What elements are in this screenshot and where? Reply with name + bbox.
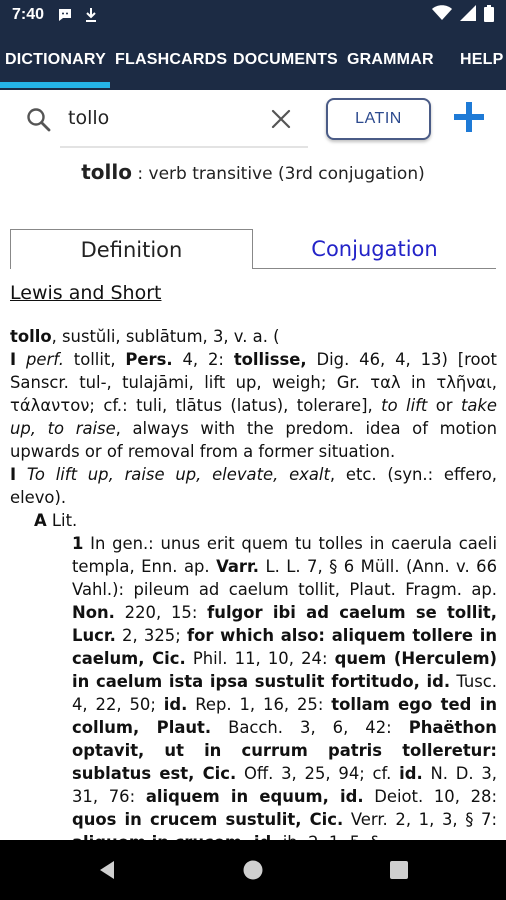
definition-paragraph — [10, 325, 497, 348]
text-run: Lit. — [46, 511, 78, 530]
text-run: Phil. 11, 10, 24: — [185, 649, 335, 668]
text-run: tollo — [10, 327, 52, 346]
text-run: tollam ego ted in collum, Plaut. — [72, 695, 498, 737]
home-icon[interactable] — [242, 859, 264, 881]
text-run: 4, 2: — [172, 350, 234, 369]
tab-flashcards[interactable]: FLASHCARDS — [115, 51, 228, 68]
main-tab-bar — [0, 30, 506, 90]
definition-paragraph — [10, 348, 497, 463]
text-run: quem (Herculem) in caelum ista ipsa sustulit fortitudo, id. — [72, 649, 498, 691]
text-run: L. L. 7, § 6 Müll. (Ann. v. 66 Vahl.): pileum ad caelum tollit, Plaut. Fragm. ap. — [72, 557, 497, 599]
system-nav-bar — [0, 840, 506, 900]
status-time: 7:40 — [12, 6, 45, 23]
search-underline — [60, 146, 308, 148]
text-run: Non. — [72, 603, 115, 622]
back-icon[interactable] — [96, 859, 118, 881]
tab-dictionary[interactable]: DICTIONARY — [5, 51, 106, 68]
headword: tollo — [81, 160, 132, 184]
text-run: 1 — [72, 534, 84, 553]
search-row — [0, 90, 506, 148]
part-of-speech: : verb transitive (3rd conjugation) — [132, 164, 425, 184]
text-run: Tusc. 4, 22, 50; — [72, 672, 497, 714]
search-input[interactable] — [68, 102, 258, 134]
text-run: take up, to raise — [10, 396, 497, 438]
text-run: Dig. 46, 4, 13) [root Sanscr. tul-, tulajāmi, lift up, weigh; Gr. ταλ in τλῆναι, τάλαντον; cf.: tuli, tlātus (latus), tolerare], — [10, 350, 497, 415]
tab-grammar[interactable]: GRAMMAR — [347, 51, 434, 68]
text-run: 2, 325; — [115, 626, 187, 645]
tab-documents[interactable]: DOCUMENTS — [233, 51, 338, 68]
definition-paragraph — [10, 532, 497, 854]
text-run: , always with the predom. idea of motion upwards or of removal from a former situation. — [10, 419, 497, 461]
tab-help[interactable]: HELP — [460, 51, 504, 68]
tab-definition[interactable]: Definition — [10, 229, 253, 269]
chat-notification-icon — [56, 7, 74, 23]
text-run: I — [10, 350, 17, 369]
text-run: tollit, — [63, 350, 126, 369]
text-run: I — [10, 465, 17, 484]
text-run: aliquem in equum, id. — [145, 787, 364, 806]
status-bar — [0, 0, 506, 30]
text-run: perf. — [25, 350, 64, 369]
wifi-icon — [432, 5, 452, 25]
text-run: quos in crucem sustulit, Cic. — [72, 810, 344, 829]
text-run: In gen.: unus erit quem tu tolles in caerula caeli templa, Enn. ap. — [72, 534, 497, 576]
definition-paragraph — [10, 463, 497, 509]
download-notification-icon — [82, 7, 100, 23]
text-run: Deiot. 10, 28: — [363, 787, 497, 806]
definition-subheading — [10, 509, 497, 532]
text-run: Rep. 1, 16, 25: — [187, 695, 332, 714]
text-run: Pers. — [125, 350, 173, 369]
status-icons — [432, 5, 494, 26]
source-title: Lewis and Short — [10, 282, 162, 304]
text-run: tollisse, — [233, 350, 307, 369]
text-run: , sustŭli, sublātum, 3, v. a. ( — [51, 327, 280, 346]
text-run: Bacch. 3, 6, 42: — [211, 718, 409, 737]
text-run: 220, 15: — [114, 603, 208, 622]
entry-header — [0, 160, 506, 184]
text-run: Varr. — [216, 557, 259, 576]
text-run: id. — [163, 695, 188, 714]
text-run — [16, 465, 27, 484]
definition-content[interactable] — [10, 282, 497, 840]
text-run: N. D. 3, 31, 76: — [72, 764, 497, 806]
text-run: Verr. 2, 1, 3, § 7: — [343, 810, 498, 829]
text-run: for which also: aliquem tollere in caelum, Cic. — [72, 626, 497, 668]
text-run: id. — [399, 764, 423, 783]
text-run: To lift up, raise up, elevate, exalt — [26, 465, 330, 484]
close-icon[interactable] — [268, 106, 294, 132]
text-run: to lift — [381, 396, 428, 415]
entry-tabs — [10, 229, 496, 269]
text-run — [16, 350, 26, 369]
battery-icon — [484, 5, 494, 26]
active-tab-indicator — [0, 82, 110, 88]
text-run: Phaëthon optavit, ut in currum patris tolleretur: sublatus est, Cic. — [72, 718, 497, 783]
signal-icon — [460, 5, 476, 25]
text-run: , etc. (syn.: effero, elevo). — [10, 465, 498, 507]
text-run: fulgor ibi ad caelum se tollit, Lucr. — [72, 603, 497, 645]
language-button[interactable]: LATIN — [326, 98, 431, 140]
text-run: Off. 3, 25, 94; cf. — [236, 764, 400, 783]
search-icon[interactable] — [26, 107, 52, 133]
plus-icon[interactable] — [452, 100, 486, 134]
text-run: or — [427, 396, 461, 415]
recent-apps-icon[interactable] — [389, 860, 409, 880]
tab-conjugation[interactable]: Conjugation — [253, 229, 496, 269]
text-run: A — [34, 511, 47, 530]
